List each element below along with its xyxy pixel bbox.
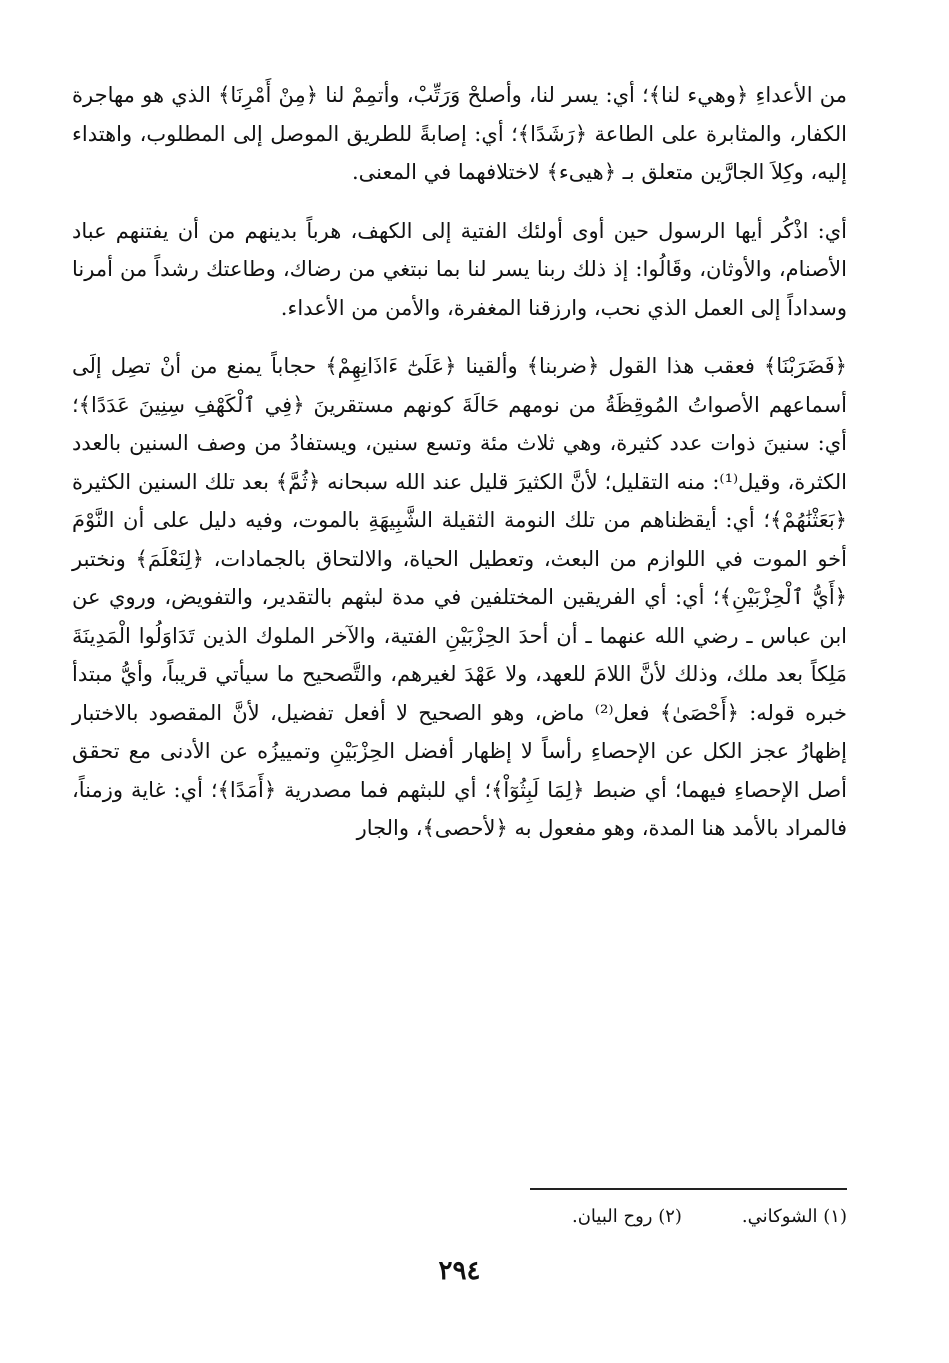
- book-page: [72, 76, 847, 1356]
- paragraph-2: أي: اذْكُر أيها الرسول حين أوى أولئك الفتية إلى الكهف، هرباً بدينهم من أن يفتنهم عباد الأصنام، والأوثان، وقَالُوا: إذ ذلك ربنا يسر لنا بما نبتغي من رضاك، وطاعتك رشداً من أمرنا وسداداً إلى العمل الذي نحب، وارزقنا المغفرة، والأمن من الأعداء.: [72, 218, 847, 320]
- paragraph-1: من الأعداءِ ﴿وهيء لنا﴾؛ أي: يسر لنا، وأصلحْ وَرَتِّبْ، وأتمِمْ لنا ﴿مِنْ أَمْرِنَا﴾ الذي هو مهاجرة الكفار، والمثابرة على الطاعة ﴿رَشَدًا﴾؛ أي: إصابةً للطريق الموصل إلى المطلوب، واهتداء إليه، وكِلاَ الجارَّين متعلق بـ ﴿هيىء﴾ لاختلافهما في المعنى.: [72, 83, 847, 184]
- page-number: ٢٩٤: [438, 1256, 481, 1286]
- footnotes: [572, 1204, 847, 1230]
- paragraph-3: ﴿فَضَرَبْنَا﴾ فعقب هذا القول ﴿ضربنا﴾ وألقينا ﴿عَلَىٰٓ ءَاذَانِهِمْ﴾ حجاباً يمنع من أنْ تصِل إلَى أسماعهم الأصواتُ المُوقِظَةُ من نومهم حَالَةَ كونهم مستقرينَ ﴿فِي ٱلْكَهْفِ سِنِينَ عَدَدًا﴾؛ أي: سنينَ ذوات عدد كثيرة، وهي ثلاث مئة وتسع سنين، ويستفادُ من وصف السنين بالعدد الكثرة، وقيل⁽¹⁾: منه التقليل؛ لأنَّ الكثيرَ قليل عند الله سبحانه ﴿ثُمَّ﴾ بعد تلك السنين الكثيرة ﴿بَعَثْنَٰهُمْ﴾؛ أي: أيقظناهم من تلك النومة الثقيلة الشَّبِيهَةِ بالموت، وفيه دليل على أن النَّوْمَ أخو الموت في اللوازم من البعث، وتعطيل الحياة، والالتحاق بالجمادات، ﴿لِنَعْلَمَ﴾ ونختبر ﴿أَيُّ ٱلْحِزْبَيْنِ﴾؛ أي: أي الفريقين المختلفين في مدة لبثهم بالتقدير، والتفويض، وروي عن ابن عباس ـ رضي الله عنهما ـ أن أحدَ الحِزْبَيْنِ الفتية، والآخر الملوك الذين تَدَاوَلُوا الْمَدِينَةَ مَلِكاً بعد ملك، وذلك لأنَّ اللامَ للعهد، ولا عَهْدَ لغيرهم، والتَّصحيح ما سيأتي قريباً، وأيُّ مبتدأ خبره قوله: ﴿أَحْصَىٰ﴾ فعل⁽²⁾ ماض، وهو الصحيح لا أفعل تفضيل، لأنَّ المقصود بالاختبار إظهارُ عجز الكل عن الإحصاءِ رأساً لا إظهار أفضل الحِزْبَيْنِ وتمييزُه عن الأدنى مع تحقق أصل الإحصاءِ فيهما؛ أي ضبط ﴿لِمَا لَبِثُوٓاْ﴾؛ أي للبثهم فما مصدرية ﴿أَمَدًا﴾؛ أي: غاية وزمناً، فالمراد بالأمد هنا المدة، وهو مفعول به ﴿لأحصى﴾، والجار: [72, 354, 847, 840]
- footnote-divider: [530, 1188, 847, 1190]
- footnote-2: (٢) روح البيان.: [571, 1206, 682, 1227]
- footnote-1: (١) الشوكاني.: [741, 1206, 847, 1227]
